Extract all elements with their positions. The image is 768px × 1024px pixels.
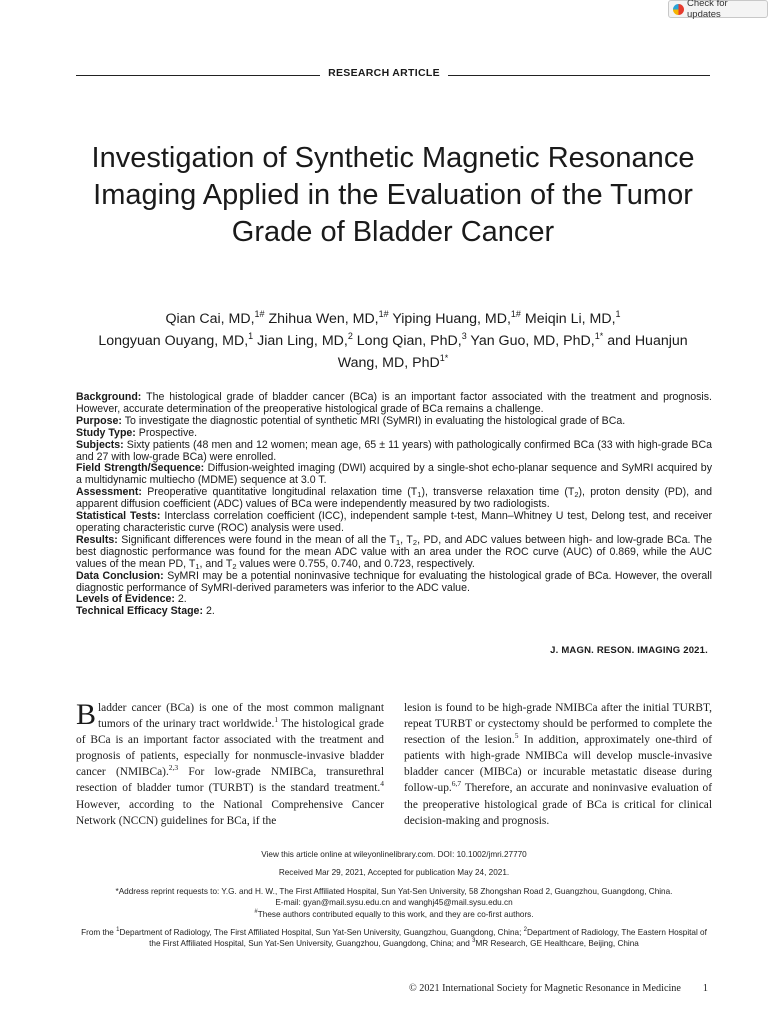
co-first-note: #These authors contributed equally to this work, and they are co-first authors. [254,908,534,919]
online-link[interactable]: View this article online at wileyonlinelibrary.com. DOI: 10.1002/jmri.27770 [261,850,527,859]
author: Long Qian, PhD,$^3$ [356,331,467,349]
author: Meiqin Li, MD,$^1$ [524,309,621,327]
author: and Huanjun Wang, MD, PhD$^{1*}$ [337,333,688,371]
body-column-left: Bladder cancer (BCa) is one of the most common malignant tumors of the urinary tract worldwide.$^1$ The histological grade of BCa is an important factor associated with the treatment and prognosis of patients, especially for nonmuscle-invasive bladder cancer (NMIBCa).$^{2,3}$ For low-grade NMIBCa, transurethral resection of bladder tumor (TURBT) is the standard treatment.$^4$ However, according to the National Comprehensive Cancer Network (NCCN) guidelines for BCa, if the [76,698,384,827]
abstract-study-type: Study Type: Prospective. [76,426,198,439]
author-list [90,308,696,374]
check-for-updates-button[interactable] [668,0,768,18]
page-number: 1 [702,983,708,994]
body-text [76,700,712,829]
author: Longyuan Ouyang, MD,$^1$ [98,331,254,349]
abstract-assessment: Assessment: Preoperative quantitative longitudinal relaxation time $(T_1)$, transverse relaxation time $(T_2)$, proton density (PD), and apparent diffusion coefficient (ADC) values of BCa were independently measured by two radiologists. [76,486,712,511]
check-for-updates-label: Check for updates [687,0,728,20]
copyright: © 2021 International Society for Magnetic Resonance in Medicine [408,983,681,994]
abstract-subjects: Subjects: Sixty patients (48 men and 12 women; mean age, 65 ± 11 years) with pathologically confirmed BCa (33 with high-grade BCa and 27 with low-grade BCa) were enrolled. [76,438,712,463]
abstract-field-strength: Field Strength/Sequence: Diffusion-weighted imaging (DWI) acquired by a single-shot echo-planar sequence and SyMRI acquired by a multidynamic multiecho (MDME) sequence at 3.0 T. [76,462,712,487]
author: Yan Guo, MD, PhD,$^{1*}$ [470,331,604,349]
affiliations: From the $^1$Department of Radiology, The First Affiliated Hospital, Sun Yat-Sen University, Guangzhou, Guangdong, China; $^2$Department of Radiology, The Eastern Hospital of the First Affiliated Hospital, Sun Yat-Sen University, Guangzhou, Guangdong, China; and $^3$MR Research, GE Healthcare, Beijing, China [81,927,707,949]
correspondence-address: *Address reprint requests to: Y.G. and H. W., The First Affiliated Hospital, Sun Yat-Sen University, 58 Zhongshan Road 2, Guangzhou, Guangdong, China. [115,886,673,896]
abstract-statistical-tests: Statistical Tests: Interclass correlation coefficient (ICC), independent sample t-test, Mann–Whitney U test, Delong test, and receiver operating characteristic curve (ROC) analysis were used. [76,510,713,534]
article-title: Investigation of Synthetic Magnetic Resonance Imaging Applied in the Evaluation of the Tumor Grade of Bladder Cancer [91,142,695,248]
crossmark-icon [673,4,684,15]
abstract-results: Results: Significant differences were found in the mean of all the $T_1$, $T_2$, PD, and ADC values between high- and low-grade BCa. The best diagnostic performance was found for the mean ADC value with an area under the ROC curve (AUC) of 0.869, while the AUC values of the mean PD, $T_1$, and $T_2$ values were 0.755, 0.740, and 0.723, respectively. [76,533,712,571]
author: Qian Cai, MD,$^{1\#}$ [165,309,265,327]
page-footer [409,983,708,994]
correspondence-email[interactable]: E-mail: gyan@mail.sysu.edu.cn and wanghj45@mail.sysu.edu.cn [275,898,513,908]
author: Zhihua Wen, MD,$^{1\#}$ [268,309,389,327]
abstract-purpose: Purpose: To investigate the diagnostic potential of synthetic MRI (SyMRI) in evaluating the histological grade of BCa. [76,414,626,427]
footnotes [76,849,712,950]
abstract [76,392,712,618]
abstract-efficacy: Technical Efficacy Stage: 2. [76,605,215,618]
author: Jian Ling, MD,$^2$ [257,331,353,349]
abstract-conclusion: Data Conclusion: SyMRI may be a potential noninvasive technique for evaluating the histological grade of BCa. However, the overall diagnostic performance of SyMRI-derived parameters was inferior to the ADC value. [76,569,712,594]
received-dates: Received Mar 29, 2021, Accepted for publication May 24, 2021. [278,868,510,878]
drop-cap: B [76,698,97,731]
journal-reference: J. MAGN. RESON. IMAGING 2021. [550,645,708,656]
section-label: RESEARCH ARTICLE [0,67,768,79]
author: Yiping Huang, MD,$^{1\#}$ [392,309,521,327]
abstract-background: Background: The histological grade of bladder cancer (BCa) is an important factor associated with the treatment and prognosis. However, accurate determination of the preoperative histological grade of BCa remains a challenge. [76,391,712,415]
abstract-evidence: Levels of Evidence: 2. [76,593,187,606]
body-column-right: lesion is found to be high-grade NMIBCa after the initial TURBT, repeat TURBT or cystectomy should be performed to complete the resection of the lesion.$^5$ In addition, approximately one-third of patients with high-grade NMIBCa will develop muscle-invasive bladder cancer (MIBCa) or incurable metastatic disease during follow-up.$^{6,7}$ Therefore, an accurate and noninvasive evaluation of the preoperative histological grade of BCa is critical for clinical decision-making and prognosis. [404,702,712,827]
